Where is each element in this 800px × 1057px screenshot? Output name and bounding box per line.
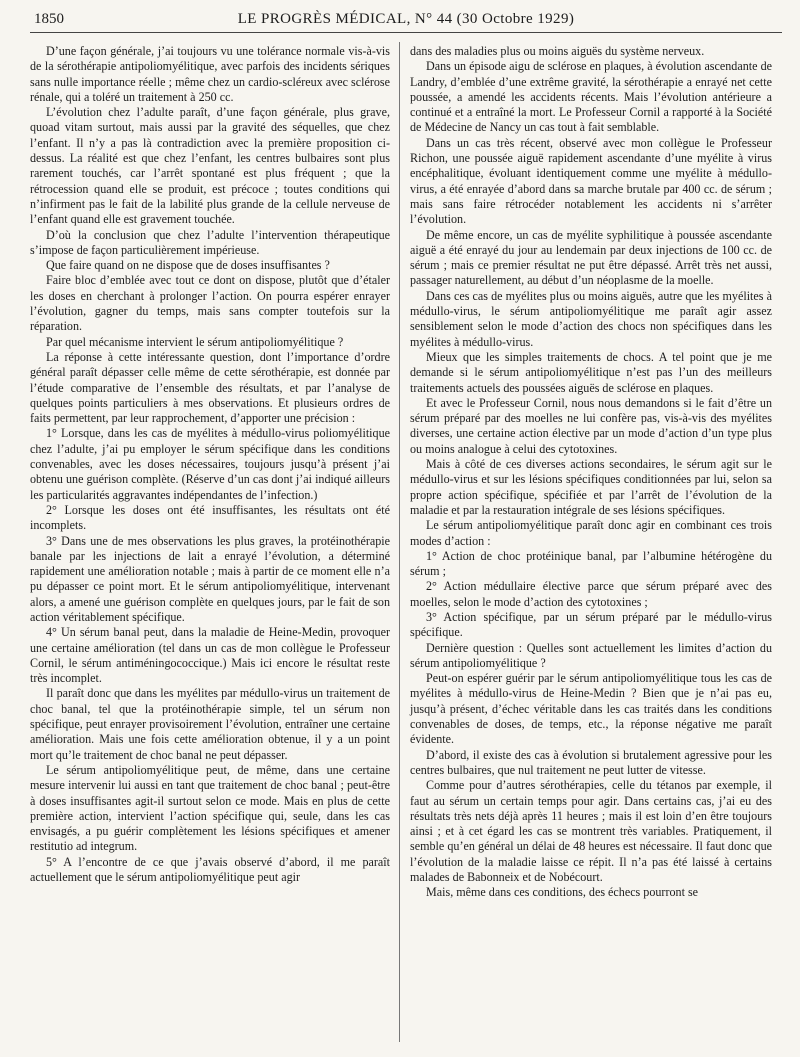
paragraph: Comme pour d’autres sérothérapies, celle du tétanos par exemple, il faut au sérum un certain temps pour agir. Dans certains cas, j’ai eu des résultats très nets déjà après 11 heures ; mais il est loin d’en être toujours ainsi ; et à cet égard les cas se montrent très variables. Pratiquement, il semble qu’en général un délai de 48 heures est nécessaire. Il faut donc que l’évolution de la maladie laisse ce répit. Il n’a pas été laissé à certains malades de Babonneix et de Nobécourt. xyxy=(410,778,772,885)
journal-title: LE PROGRÈS MÉDICAL, N° 44 (30 Octobre 1929) xyxy=(237,11,575,27)
paragraph: Que faire quand on ne dispose que de doses insuffisantes ? xyxy=(46,258,330,273)
right-column xyxy=(410,44,772,901)
paragraph: Dans un cas très récent, observé avec mon collègue le Professeur Richon, une poussée aiguë rapidement ascendante d’une myélite à virus encéphalitique, évoluant identiquement comme une myélite à médullo-virus, a été enrayée d’abord dans sa marche brutale par 400 cc. de sérum ; mais sans faire rétrocéder notablement les accidents ni s’arrêter l’évolution. xyxy=(410,135,772,227)
paragraph: Peut-on espérer guérir par le sérum antipoliomyélitique tous les cas de myélites à médullo-virus de Heine-Medin ? Bien que je n’ai pas eu, jusqu’à présent, d’échec véritable dans les cas traités dans les conditions convenables de doses, de temps, etc., la réponse négative me paraît évidente. xyxy=(410,671,772,747)
paragraph: 3° Dans une de mes observations les plus graves, la protéinothérapie banale par les injections de lait a enrayé l’évolution, a déterminé rapidement une amélioration notable ; mais à partir de ce moment elle n’a pu dépasser ce point mort. Et le sérum antipoliomyélitique, intervenant alors, a amené une guérison complète en quelques jours, par le fait de son action véritablement spécifique. xyxy=(30,533,390,624)
paragraph: Le sérum antipoliomyélitique peut, de même, dans une certaine mesure intervenir lui aussi en tant que traitement de choc banal ; peut-être à doses insuffisantes agit-il surtout selon ce mode. Mais en plus de cette première action, intervient l’action spécifique qui, seule, dans les cas envisagés, a pu guérir complètement les lésions spécifiques et amener restitutio ad integrum. xyxy=(30,762,390,854)
paragraph: D’abord, il existe des cas à évolution si brutalement agressive pour les centres bulbaires, que nul traitement ne peut lutter de vitesse. xyxy=(410,747,772,777)
paragraph: Par quel mécanisme intervient le sérum antipoliomyélitique ? xyxy=(46,334,344,349)
paragraph: Le sérum antipoliomyélitique paraît donc agir en combinant ces trois modes d’action : xyxy=(410,518,772,548)
paragraph: Dans un épisode aigu de sclérose en plaques, à évolution ascendante de Landry, d’emblée d’une extrême gravité, la sérothérapie a enrayé net cette poussée, a amendé les accidents récents. Mais l’évolution antérieure a continué et a entraîné la mort. Le Professeur Cornil a rapporté à la Société de Médecine de Nancy un cas tout à fait semblable. xyxy=(410,59,772,135)
paragraph: 1° Lorsque, dans les cas de myélites à médullo-virus poliomyélitique chez l’adulte, j’ai pu employer le sérum spécifique dans les conditions convenables, avec les doses nécessaires, toujours jusqu’à présent j’ai obtenu une guérison complète. (Réserve d’un cas dont j’ai indiqué ailleurs les particularités aggravantes indépendantes de l’infection.) xyxy=(30,426,390,502)
paragraph: Et avec le Professeur Cornil, nous nous demandons si le fait d’être un sérum préparé par des moelles ne lui confère pas, vis-à-vis des myélites diverses, une certaine action élective par un mode d’action d’un type plus ou moins analogue à celui des cytotoxines. xyxy=(410,395,772,456)
paragraph: 1° Action de choc protéinique banal, par l’albumine hétérogène du sérum ; xyxy=(410,548,772,579)
paragraph: D’une façon générale, j’ai toujours vu une tolérance normale vis-à-vis de la sérothérapie antipoliomyélitique, avec parfois des incidents sériques sans nulle importance réelle ; même chez un cardio-scléreux avec sclérose rénale, qui a toléré un traitement à 250 cc. xyxy=(30,44,390,104)
paragraph: 4° Un sérum banal peut, dans la maladie de Heine-Medin, provoquer une certaine amélioration (tel dans un cas de mon collègue le Professeur Cornil, le sérum antiméningococcique.) Mais ici encore le résultat reste très incomplet. xyxy=(30,625,390,686)
page-number: 1850 xyxy=(34,11,64,27)
page-header xyxy=(30,8,782,33)
paragraph: Mieux que les simples traitements de chocs. A tel point que je me demande si le sérum antipoliomyélitique n’est pas l’un des meilleurs traitements actuels des poussées aiguës de sclérose en plaques. xyxy=(410,349,772,395)
paragraph: D’où la conclusion que chez l’adulte l’intervention thérapeutique s’impose de façon particulièrement impérieuse. xyxy=(30,227,390,257)
paragraph: 2° Lorsque les doses ont été insuffisantes, les résultats ont été incomplets. xyxy=(30,502,390,533)
paragraph: 5° A l’encontre de ce que j’avais observé d’abord, il me paraît actuellement que le sérum antipoliomyélitique peut agir xyxy=(30,854,390,885)
paragraph: L’évolution chez l’adulte paraît, d’une façon générale, plus grave, quoad vitam surtout, mais aussi par la gravité des séquelles, que chez l’enfant. Il n’y a pas là contradiction avec la première proposition ci-dessus. La réalité est que chez l’enfant, les centres bulbaires sont plus rarement touchés, car l’arrêt spontané est plus fréquent ; que la rétrocession quand elle se produit, est précoce ; toutes conditions qui n’infirment pas le fait de la labilité plus grande de la cellule nerveuse de l’enfant quand elle est gravement touchée. xyxy=(30,105,390,227)
left-column xyxy=(30,44,390,885)
paragraph: Dans ces cas de myélites plus ou moins aiguës, autre que les myélites à médullo-virus, le sérum antipoliomyélitique me paraît agir assez sensiblement selon le mode d’action des chocs non spécifiques dans les myélites à médullo-virus. xyxy=(410,288,772,349)
paragraph: Il paraît donc que dans les myélites par médullo-virus un traitement de choc banal, tel que la protéinothérapie simple, tel un sérum non spécifique, peut enrayer provisoirement l’évolution, entraîner une certaine amélioration. Mais une fois cette amélioration obtenue, il y a un point mort qu’le traitement de choc banal ne peut dépasser. xyxy=(30,686,390,762)
paragraph: 3° Action spécifique, par un sérum préparé par le médullo-virus spécifique. xyxy=(410,609,772,640)
paragraph: Mais, même dans ces conditions, des échecs pourront se xyxy=(426,885,699,900)
paragraph: dans des maladies plus ou moins aiguës du système nerveux. xyxy=(410,44,705,58)
paragraph: Mais à côté de ces diverses actions secondaires, le sérum agit sur le médullo-virus et sur les lésions spécifiques conditionnées par lui, selon sa propre action spécifique, spécifiée et par l’arrêt de l’évolution de la maladie et par la restauration intégrale de ses lésions spécifiques. xyxy=(410,457,772,517)
paragraph: 2° Action médullaire élective parce que sérum préparé avec des moelles, selon le mode d’action des cytotoxines ; xyxy=(410,579,772,609)
paragraph: Dernière question : Quelles sont actuellement les limites d’action du sérum antipoliomyélitique ? xyxy=(410,640,772,670)
paragraph: De même encore, un cas de myélite syphilitique à poussée ascendante aiguë a été enrayé du jour au lendemain par deux injections de 100 cc. de sérum ; mais ce premier résultat ne put être dépassé. Arrêt très net aussi, passager naturellement, au début d’un néoplasme de la moelle. xyxy=(410,227,772,288)
paragraph: La réponse à cette intéressante question, dont l’importance d’ordre général paraît dépasser celle même de cette sérothérapie, est donnée par l’étude comparative de l’ensemble des résultats, et par l’analyse de quelques points particuliers à mes observations. Et plusieurs ordres de faits permettent, par leur rapprochement, d’apporter une précision : xyxy=(30,349,390,426)
column-divider xyxy=(399,42,400,1042)
paragraph: Faire bloc d’emblée avec tout ce dont on dispose, plutôt que d’étaler les doses en cherchant à prolonger l’action. On pourra espérer enrayer l’évolution, gagner du temps, mais sans compter toutefois sur la réparation. xyxy=(30,273,390,334)
